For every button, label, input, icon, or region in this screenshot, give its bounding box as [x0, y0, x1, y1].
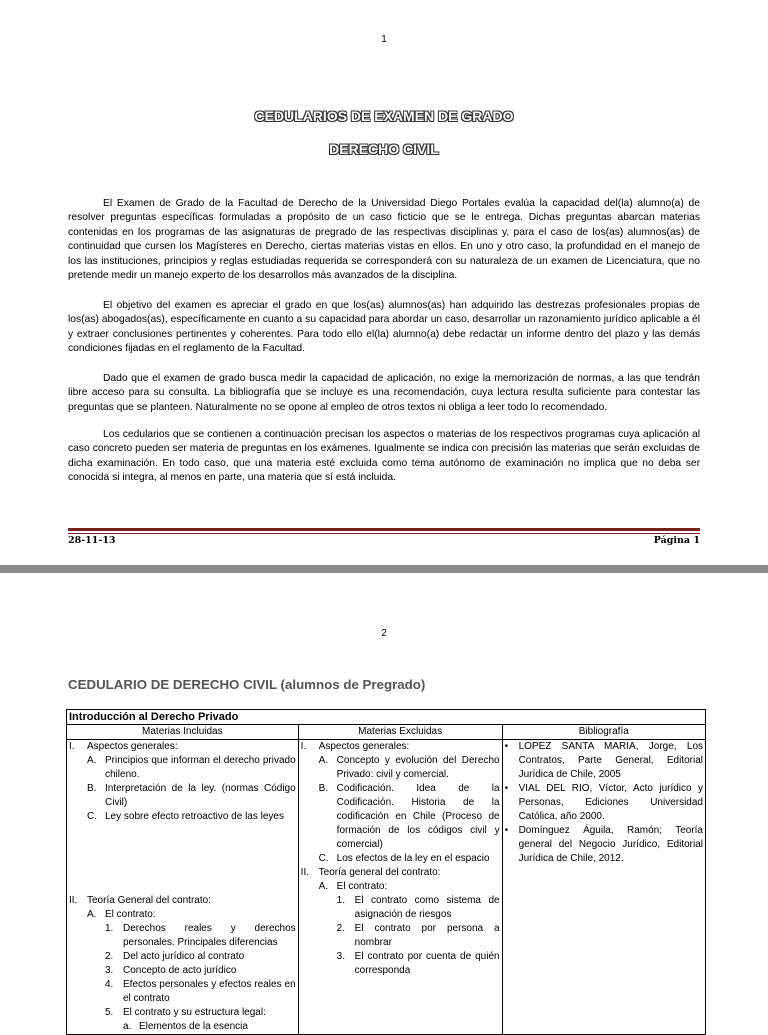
list-item: B. Interpretación de la ley. (normas Código Civil): [87, 783, 296, 808]
list-item: I. Aspectos generales:: [69, 741, 178, 752]
paragraph: Dado que el examen de grado busca medir la capacidad de aplicación, no exige la memorización de normas, a las que tendrán libre acceso para su consulta. La bibliografía que se incluye es una recomendación, cuya lectura resulta suficiente para contestar las preguntas que se planteen. Naturalmente no se opone al empleo de otros textos ni obliga a leer todo lo recomendado.: [68, 373, 700, 413]
page-number: 2: [381, 628, 387, 639]
list-item: 5. El contrato y su estructura legal:: [105, 1007, 266, 1018]
bibliography-item: • VIAL DEL RIO, Víctor, Acto jurídico y Personas, Ediciones Universidad Católica, año 2000.: [504, 783, 703, 822]
column-header-bibliography: Bibliografía: [502, 725, 705, 740]
excluded-cell: [298, 740, 502, 1035]
footer-rule-thin: [68, 533, 700, 534]
heading-sub: (alumnos de Pregrado): [280, 677, 426, 692]
heading-main: CEDULARIO DE DERECHO CIVIL: [68, 677, 277, 692]
footer-rule: [68, 528, 700, 531]
section-heading: [68, 677, 425, 692]
list-item: 3. El contrato por cuenta de quién corresponda: [336, 951, 500, 976]
included-cell: [67, 740, 299, 1035]
list-item: 3. Concepto de acto jurídico: [105, 965, 237, 976]
page-separator: [0, 565, 768, 573]
cedulario-table: [66, 709, 706, 1035]
list-item: 2. El contrato por persona a nombrar: [336, 923, 500, 948]
document-subtitle: DERECHO CIVIL: [329, 141, 439, 157]
bibliography-item: • LOPEZ SANTA MARIA, Jorge, Los Contratos, Parte General, Editorial Jurídica de Chile, 2005: [504, 741, 703, 780]
table-section-title: Introducción al Derecho Privado: [67, 710, 706, 725]
list-item: A. El contrato:: [87, 909, 156, 920]
bibliography-cell: [502, 740, 705, 1035]
list-item: II. Teoría general del contrato:: [300, 867, 441, 878]
list-item: C. Ley sobre efecto retroactivo de las leyes: [87, 811, 284, 822]
list-item: 2. Del acto jurídico al contrato: [105, 951, 245, 962]
footer-page-label: Página 1: [653, 535, 700, 546]
list-item: A. El contrato:: [318, 881, 388, 892]
bibliography-item: • Domínguez Águila, Ramón; Teoría general del Negocio Jurídico, Editorial Jurídica de Chile, 2012.: [504, 825, 703, 864]
document-title: CEDULARIOS DE EXAMEN DE GRADO: [254, 108, 514, 124]
list-item: 1. Derechos reales y derechos personales. Principales diferencias: [105, 923, 296, 948]
list-item: 1. El contrato como sistema de asignación de riesgos: [336, 895, 500, 920]
footer-date: 28-11-13: [68, 535, 116, 546]
paragraph: El Examen de Grado de la Facultad de Derecho de la Universidad Diego Portales evalúa la capacidad del(la) alumno(a) de resolver preguntas específicas formuladas a propósito de un caso ficticio que se le entrega. Dichas preguntas abarcan materias contenidas en los programas de las asignaturas de pregrado de las respectivas disciplinas y, para el caso de los(as) alumnos(as) de continuidad que cursen los Magísteres en Derecho, ciertas materias vistas en ellos. En uno y otro caso, la profundidad en el manejo de los las instituciones, principios y reglas estudiadas requerida se corresponderá con su naturaleza de un examen de Licenciatura, que no pretende medir un manejo experto de los desarrollos más avanzados de la disciplina.: [68, 198, 700, 282]
paragraph: El objetivo del examen es apreciar el grado en que los(as) alumnos(as) han adquirido las destrezas profesionales propias de los(as) abogados(as), específicamente en cuanto a su capacidad para abordar un caso, desarrollar un razonamiento jurídico aplicable a él y extraer conclusiones pertinentes y coherentes. Para todo ello el(la) alumno(a) debe redactar un informe dentro del plazo y las demás condiciones fijadas en el reglamento de la Facultad.: [68, 300, 700, 355]
list-item: a. Elementos de la esencia: [123, 1021, 248, 1032]
bullet-icon: •: [504, 783, 509, 794]
document-page-2: [0, 573, 768, 1032]
column-header-excluded: Materias Excluidas: [298, 725, 502, 740]
list-item: 4. Efectos personales y efectos reales en el contrato: [105, 979, 296, 1004]
list-item: II. Teoría General del contrato:: [69, 895, 211, 906]
page-number: 1: [381, 34, 387, 45]
column-header-included: Materias Incluidas: [67, 725, 299, 740]
bullet-icon: •: [504, 825, 509, 836]
list-item: A. Concepto y evolución del Derecho Privado: civil y comercial.: [318, 755, 500, 780]
list-item: A. Principios que informan el derecho privado chileno.: [87, 755, 296, 780]
list-item: I. Aspectos generales:: [300, 741, 410, 752]
list-item: B. Codificación. Idea de la Codificación. Historia de la codificación en Chile (Proceso de formación de los códigos civil y comercial): [318, 783, 500, 850]
paragraph: Los cedularios que se contienen a continuación precisan los aspectos o materias de los respectivos programas cuya aplicación al caso concreto pueden ser materia de preguntas en los exámenes. Igualmente se indica con precisión las materias que serán excluidas de dicha examinación. En todo caso, que una materia esté excluida como tema autónomo de examinación no implica que no deba ser conocida si integra, al menos en parte, una materia que sí está incluida.: [68, 429, 700, 484]
bullet-icon: •: [504, 741, 509, 752]
list-item: C. Los efectos de la ley en el espacio: [318, 853, 490, 864]
